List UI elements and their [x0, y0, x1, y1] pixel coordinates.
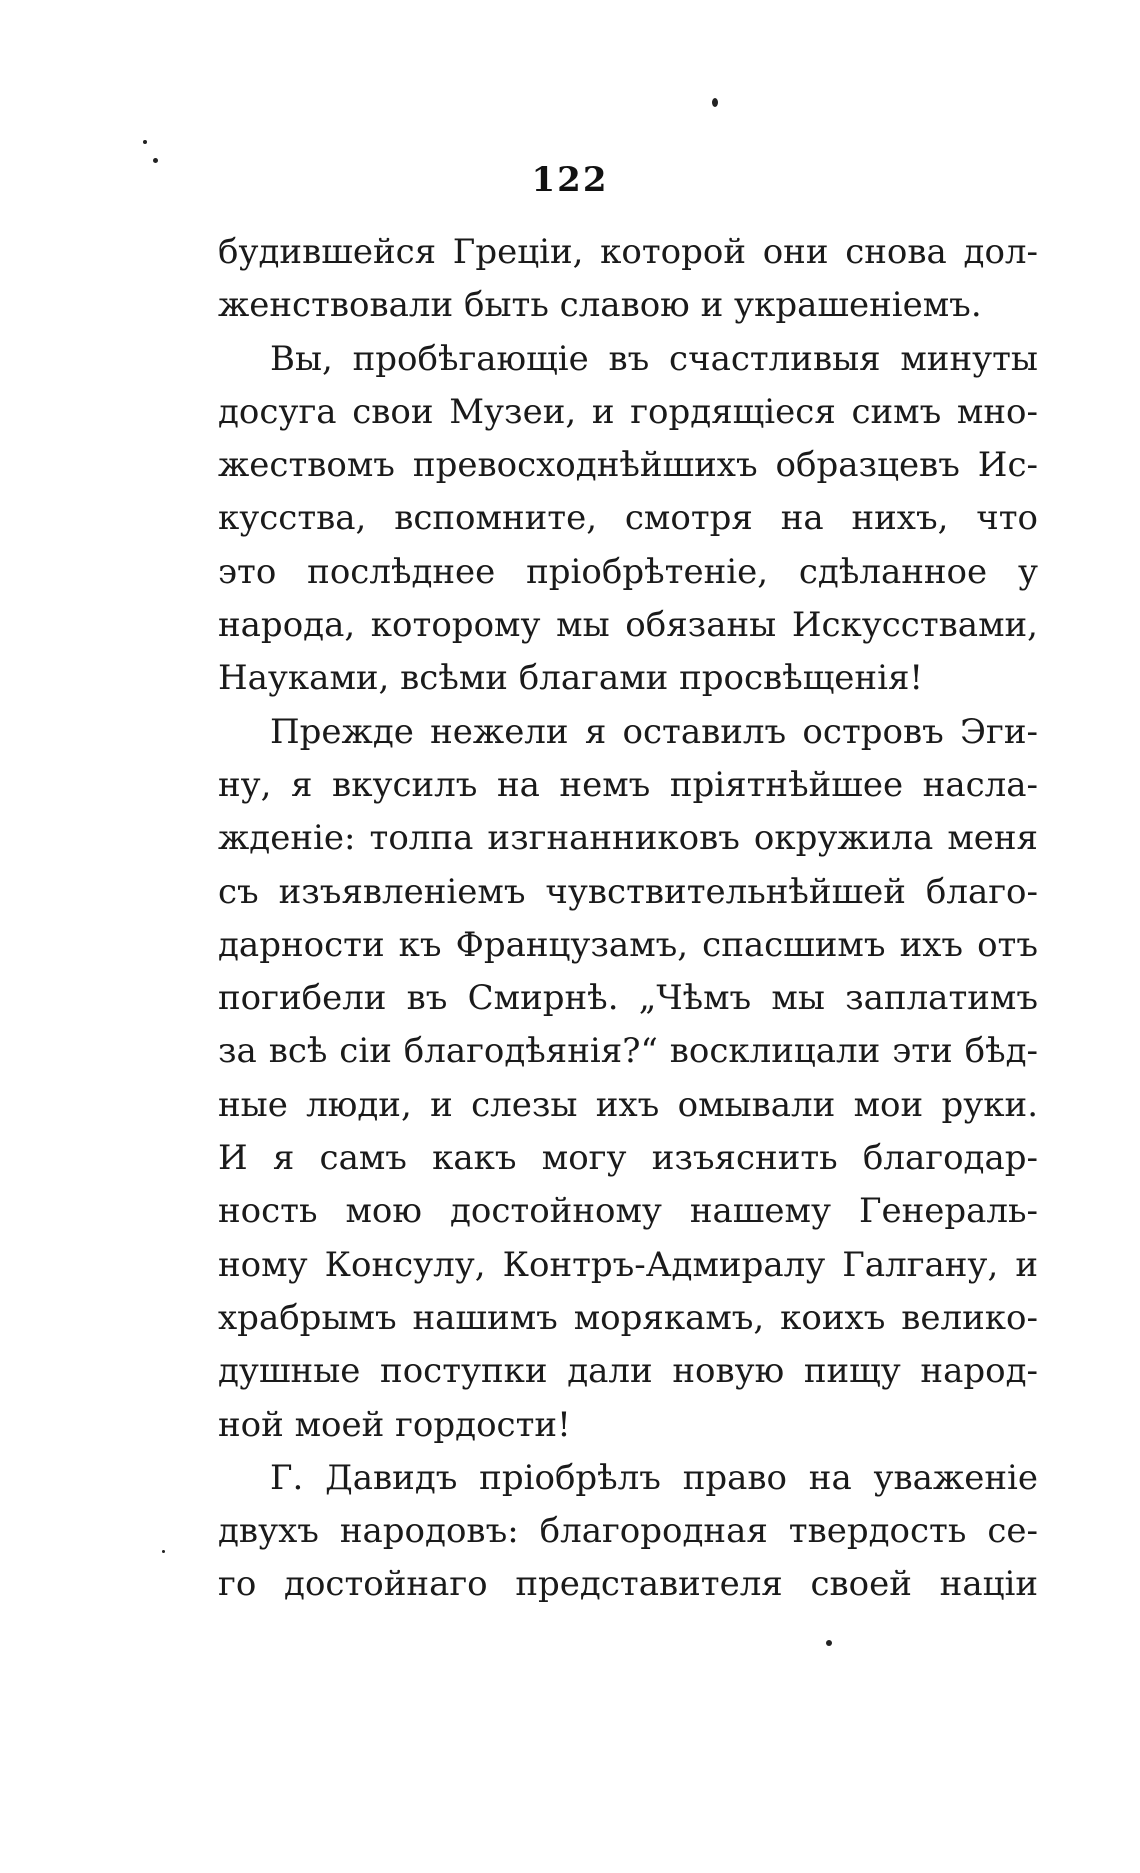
text-line: храбрымъ нашимъ морякамъ, коихъ велико- [218, 1297, 1038, 1338]
paragraph-start-line: Вы, пробѣгающiе въ счастливыя минуты [270, 338, 1038, 379]
text-line: жденiе: толпа изгнанниковъ окружила меня [218, 818, 1038, 859]
text-line: го достойнаго представителя своей нацiи [218, 1564, 1038, 1605]
scan-speck [143, 140, 147, 144]
text-line: ность мою достойному нашему Генераль- [218, 1191, 1038, 1232]
text-line: будившейся Грецiи, которой они снова дол- [218, 232, 1038, 272]
text-line: двухъ народовъ: благородная твердость се- [218, 1511, 1038, 1552]
text-line: погибели въ Смирнѣ. „Чѣмъ мы заплатимъ [218, 978, 1038, 1019]
text-line: кусства, вспомните, смотря на нихъ, что [218, 498, 1038, 539]
text-line: ному Консулу, Контръ-Адмиралу Галгану, и [218, 1244, 1038, 1285]
text-line: это послѣднее прiобрѣтенiе, сдѣланное у [218, 551, 1038, 592]
scan-speck [153, 158, 158, 163]
scan-speck [712, 98, 718, 107]
text-line: народа, которому мы обязаны Искусствами, [218, 605, 1038, 646]
scan-speck [162, 1550, 165, 1553]
text-line: за всѣ сiи благодѣянiя?“ восклицали эти бѣд- [218, 1031, 1038, 1072]
text-line: Науками, всѣми благами просвѣщенiя! [218, 658, 924, 699]
paragraph-start-line: Г. Давидъ прiобрѣлъ право на уваженiе [270, 1457, 1038, 1498]
text-line: жествомъ превосходнѣйшихъ образцевъ Ис- [218, 445, 1038, 486]
page-number: 122 [531, 160, 609, 200]
text-line: душные поступки дали новую пищу народ- [218, 1351, 1038, 1392]
text-line: женствовали быть славою и украшенiемъ. [218, 285, 982, 326]
paragraph-start-line: Прежде нежели я оставилъ островъ Эги- [270, 711, 1038, 752]
text-line: ной моей гордости! [218, 1404, 571, 1445]
scan-speck [826, 1640, 832, 1646]
text-line: дарности къ Французамъ, спасшимъ ихъ отъ [218, 924, 1038, 965]
page-body-text [218, 226, 1038, 1612]
text-line: досуга свои Музеи, и гордящiеся симъ мно- [218, 391, 1038, 432]
text-line: И я самъ какъ могу изъяснить благодар- [218, 1138, 1038, 1179]
text-line: ные люди, и слезы ихъ омывали мои руки. [218, 1084, 1038, 1125]
text-line: ну, я вкусилъ на немъ прiятнѣйшее насла- [218, 764, 1038, 805]
text-line: съ изъявленiемъ чувствительнѣйшей благо- [218, 871, 1038, 912]
